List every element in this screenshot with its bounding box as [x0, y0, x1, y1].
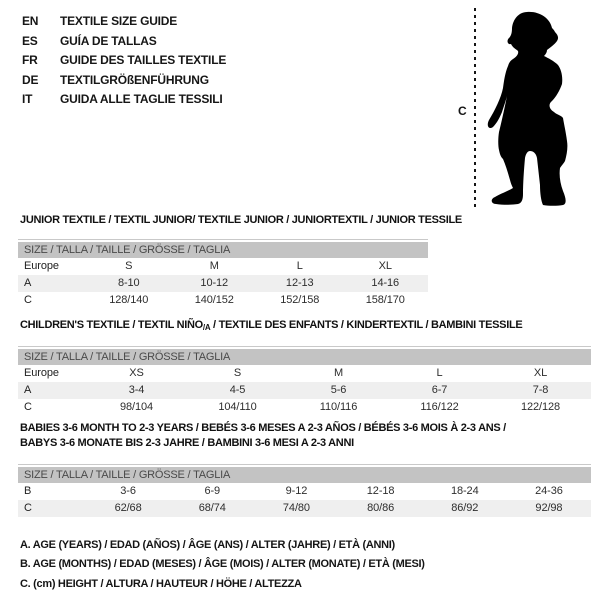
- language-row: [22, 51, 226, 71]
- language-label: GUIDE DES TAILLES TEXTILE: [60, 53, 227, 67]
- age-cell: 5-6: [330, 384, 347, 396]
- months-cell: 3-6: [120, 485, 136, 497]
- size-cell: XL: [533, 367, 548, 379]
- height-cell: 128/140: [109, 294, 149, 306]
- months-cell: 9-12: [285, 485, 308, 497]
- size-cell: M: [209, 260, 219, 272]
- language-code: DE: [22, 72, 39, 87]
- size-cell: M: [333, 367, 344, 379]
- language-label: TEXTILE SIZE GUIDE: [60, 14, 178, 28]
- months-cell: 24-36: [535, 485, 563, 497]
- height-cell: 158/170: [365, 294, 405, 306]
- age-cell: 6-7: [431, 384, 448, 396]
- legend-line-a: A. AGE (YEARS) / EDAD (AÑOS) / ÂGE (ANS) / ALTER (JAHRE) / ETÀ (ANNI): [20, 539, 395, 551]
- row-label: C: [24, 502, 32, 514]
- age-cell: 7-8: [532, 384, 549, 396]
- legend-line-c: C. (cm) HEIGHT / ALTURA / HAUTEUR / HÖHE / ALTEZZA: [20, 577, 302, 590]
- months-cell: 6-9: [204, 485, 221, 497]
- months-cell: 18-24: [450, 485, 479, 497]
- age-cell: 3-4: [128, 384, 145, 396]
- junior-section-title: JUNIOR TEXTILE / TEXTIL JUNIOR/ TEXTILE JUNIOR / JUNIORTEXTIL / JUNIOR TESSILE: [20, 214, 462, 226]
- table-row-age: [18, 382, 591, 399]
- size-header-bar: SIZE / TALLA / TAILLE / GRÖSSE / TAGLIA: [18, 242, 428, 258]
- language-label: GUÍA DE TALLAS: [60, 33, 157, 48]
- children-section-title: [20, 319, 522, 332]
- row-label: B: [24, 485, 32, 497]
- babies-section-title: [20, 421, 506, 451]
- height-cell: 74/80: [282, 502, 310, 514]
- language-label: TEXTILGRÖßENFÜHRUNG: [60, 72, 209, 87]
- table-row-height: [18, 500, 591, 517]
- months-cell: 12-18: [366, 485, 395, 497]
- height-cell: 68/74: [198, 502, 226, 514]
- title-suffix: / TEXTILE DES ENFANTS / KINDERTEXTIL / BAMBINI TESSILE: [210, 319, 523, 331]
- size-cell: S: [125, 260, 133, 272]
- row-label: A: [24, 277, 32, 289]
- language-row: [22, 32, 226, 52]
- size-header-bar: SIZE / TALLA / TAILLE / GRÖSSE / TAGLIA: [18, 349, 591, 365]
- age-cell: 14-16: [371, 277, 400, 289]
- row-label: A: [24, 384, 32, 396]
- height-cell: 122/128: [520, 401, 561, 413]
- height-cell: 104/110: [218, 401, 257, 413]
- language-code: IT: [22, 92, 33, 106]
- height-cell: 152/158: [280, 294, 320, 306]
- table-row-height: [18, 292, 428, 309]
- babies-size-table: [18, 464, 591, 517]
- table-row-europe: [18, 365, 591, 382]
- height-cell: 110/116: [319, 401, 358, 413]
- height-cell: 116/122: [420, 401, 459, 413]
- language-code: ES: [22, 33, 38, 48]
- size-cell: S: [233, 367, 242, 379]
- table-row-months: [18, 483, 591, 500]
- junior-size-table: [18, 239, 428, 309]
- language-row: [22, 71, 226, 91]
- language-header: [22, 12, 226, 110]
- title-prefix: CHILDREN'S TEXTILE / TEXTIL NIÑO: [20, 319, 203, 331]
- table-row-height: [18, 399, 591, 416]
- babies-title-line1: BABIES 3-6 MONTH TO 2-3 YEARS / BEBÉS 3-6 MESES A 2-3 AÑOS / BÉBÉS 3-6 MOIS À 2-3 ANS /: [20, 422, 506, 434]
- size-cell: L: [296, 260, 303, 272]
- size-cell: XS: [129, 367, 144, 379]
- row-label: C: [24, 294, 32, 306]
- size-cell: XL: [378, 260, 392, 272]
- height-cell: 98/104: [119, 401, 154, 413]
- table-row-age: [18, 275, 428, 292]
- measure-c-label: C: [458, 104, 467, 118]
- age-cell: 4-5: [229, 384, 246, 396]
- row-label: Europe: [24, 260, 59, 272]
- height-cell: 80/86: [367, 502, 395, 514]
- title-subscript: /A: [202, 323, 211, 332]
- age-cell: 8-10: [117, 277, 140, 289]
- language-code: EN: [22, 14, 39, 28]
- row-label: C: [24, 401, 32, 413]
- height-cell: 86/92: [451, 502, 479, 514]
- legend-line-b: B. AGE (MONTHS) / EDAD (MESES) / ÂGE (MOIS) / ALTER (MONATE) / ETÀ (MESI): [20, 558, 425, 571]
- height-cell: 92/98: [535, 502, 563, 514]
- row-label: Europe: [24, 367, 59, 379]
- table-row-europe: [18, 258, 428, 275]
- size-header-bar: SIZE / TALLA / TAILLE / GRÖSSE / TAGLIA: [18, 467, 591, 483]
- babies-title-line2: BABYS 3-6 MONATE BIS 2-3 JAHRE / BAMBINI 3-6 MESI A 2-3 ANNI: [20, 437, 354, 449]
- age-cell: 12-13: [285, 277, 314, 289]
- language-row: [22, 90, 226, 110]
- size-cell: L: [436, 367, 443, 379]
- height-cell: 140/152: [194, 294, 234, 306]
- height-cell: 62/68: [114, 502, 142, 514]
- legend: [20, 536, 425, 594]
- language-code: FR: [22, 53, 38, 67]
- toddler-silhouette-icon: [475, 5, 580, 215]
- language-label: GUIDA ALLE TAGLIE TESSILI: [60, 92, 223, 106]
- age-cell: 10-12: [200, 277, 229, 289]
- language-row: [22, 12, 226, 32]
- children-size-table: [18, 346, 591, 416]
